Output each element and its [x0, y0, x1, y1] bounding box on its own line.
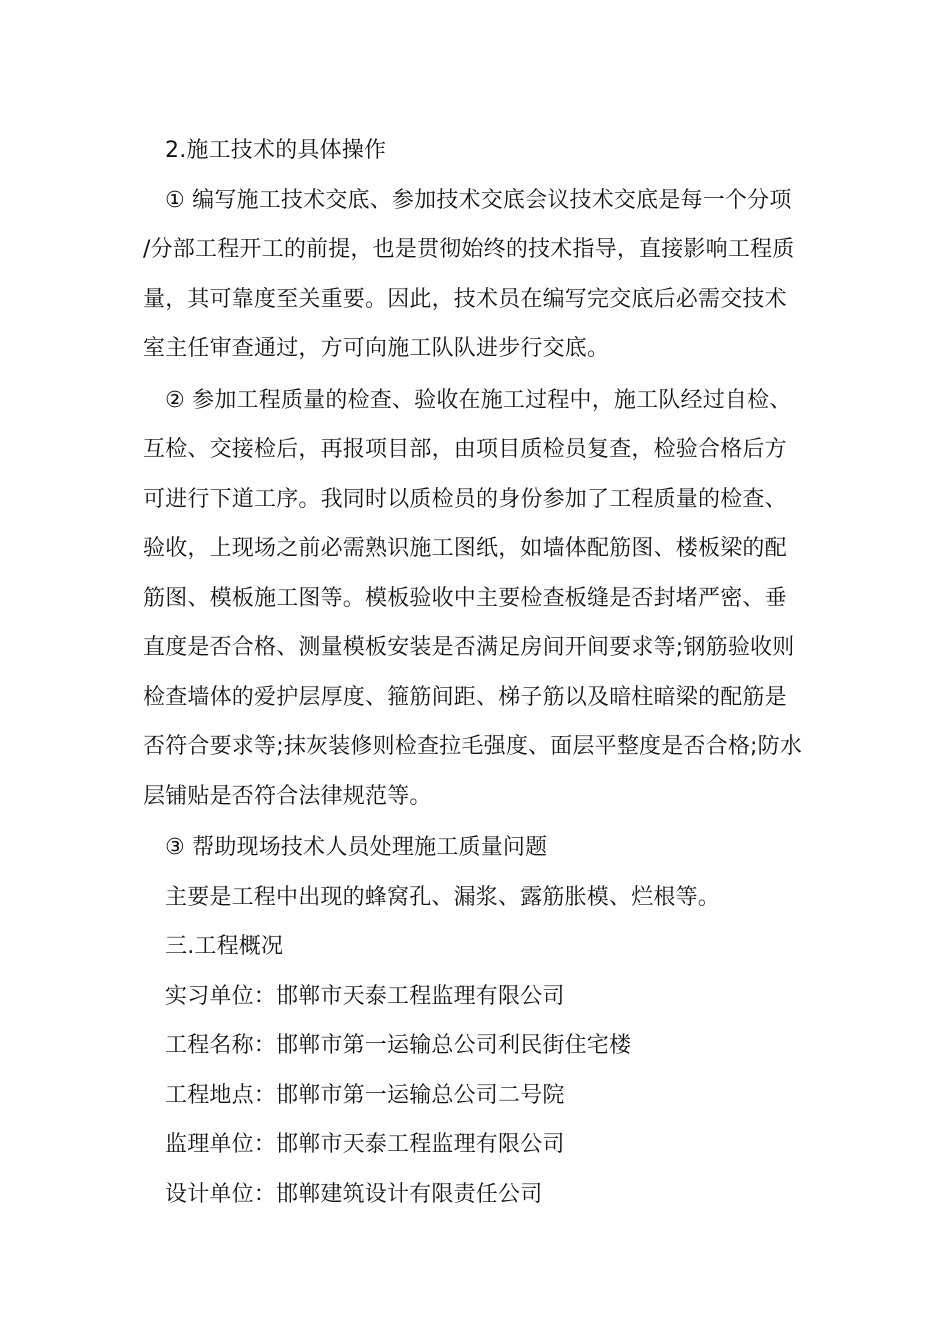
- item-2-line: 验收，上现场之前必需熟识施工图纸，如墙体配筋图、楼板梁的配: [143, 536, 787, 561]
- item-1-paragraph: [143, 176, 808, 374]
- item-3-heading: ③ 帮助现场技术人员处理施工质量问题: [165, 835, 548, 860]
- overview-line-project-location: 工程地点：邯郸市第一运输总公司二号院: [165, 1082, 565, 1108]
- overview-line-internship-unit: 实习单位：邯郸市天泰工程监理有限公司: [165, 983, 565, 1009]
- document-body: [143, 126, 808, 1219]
- overview-line-supervision-unit: 监理单位：邯郸市天泰工程监理有限公司: [165, 1132, 565, 1157]
- item-1-line: 量，其可靠度至关重要。因此，技术员在编写完交底后必需交技术: [143, 286, 787, 312]
- item-1-line: 室主任审查通过，方可向施工队队进步行交底。: [143, 336, 610, 361]
- item-2-line: 互检、交接检后，再报项目部，由项目质检员复查，检验合格后方: [143, 437, 787, 462]
- item-2-line: 可进行下道工序。我同时以质检员的身份参加了工程质量的检查、: [143, 486, 787, 512]
- overview-line-project-name: 工程名称：邯郸市第一运输总公司利民街住宅楼: [165, 1033, 632, 1058]
- item-2-line: 层铺贴是否符合法律规范等。: [143, 783, 432, 809]
- overview-heading: 三.工程概况: [165, 934, 284, 959]
- item-2-line: ② 参加工程质量的检查、验收在施工过程中，施工队经过自检、: [165, 387, 792, 413]
- overview-line-design-unit: 设计单位：邯郸建筑设计有限责任公司: [165, 1181, 543, 1207]
- item-2-line: 否符合要求等;抹灰装修则检查拉毛强度、面层平整度是否合格;防水: [143, 734, 803, 759]
- section-heading: 2.施工技术的具体操作: [165, 138, 387, 163]
- item-2-paragraph: [143, 376, 808, 822]
- item-1-line: /分部工程开工的前提，也是贯彻始终的技术指导，直接影响工程质: [143, 237, 795, 262]
- item-2-line: 筋图、模板施工图等。模板验收中主要检查板缝是否封堵严密、垂: [143, 585, 787, 611]
- item-2-line: 直度是否合格、测量模板安装是否满足房间开间要求等;钢筋验收则: [143, 635, 795, 660]
- item-1-line: ① 编写施工技术交底、参加技术交底会议技术交底是每一个分项: [165, 187, 792, 213]
- item-2-line: 检查墙体的爱护层厚度、箍筋间距、梯子筋以及暗柱暗梁的配筋是: [143, 684, 787, 710]
- item-3-detail: 主要是工程中出现的蜂窝孔、漏浆、露筋胀模、烂根等。: [165, 884, 721, 910]
